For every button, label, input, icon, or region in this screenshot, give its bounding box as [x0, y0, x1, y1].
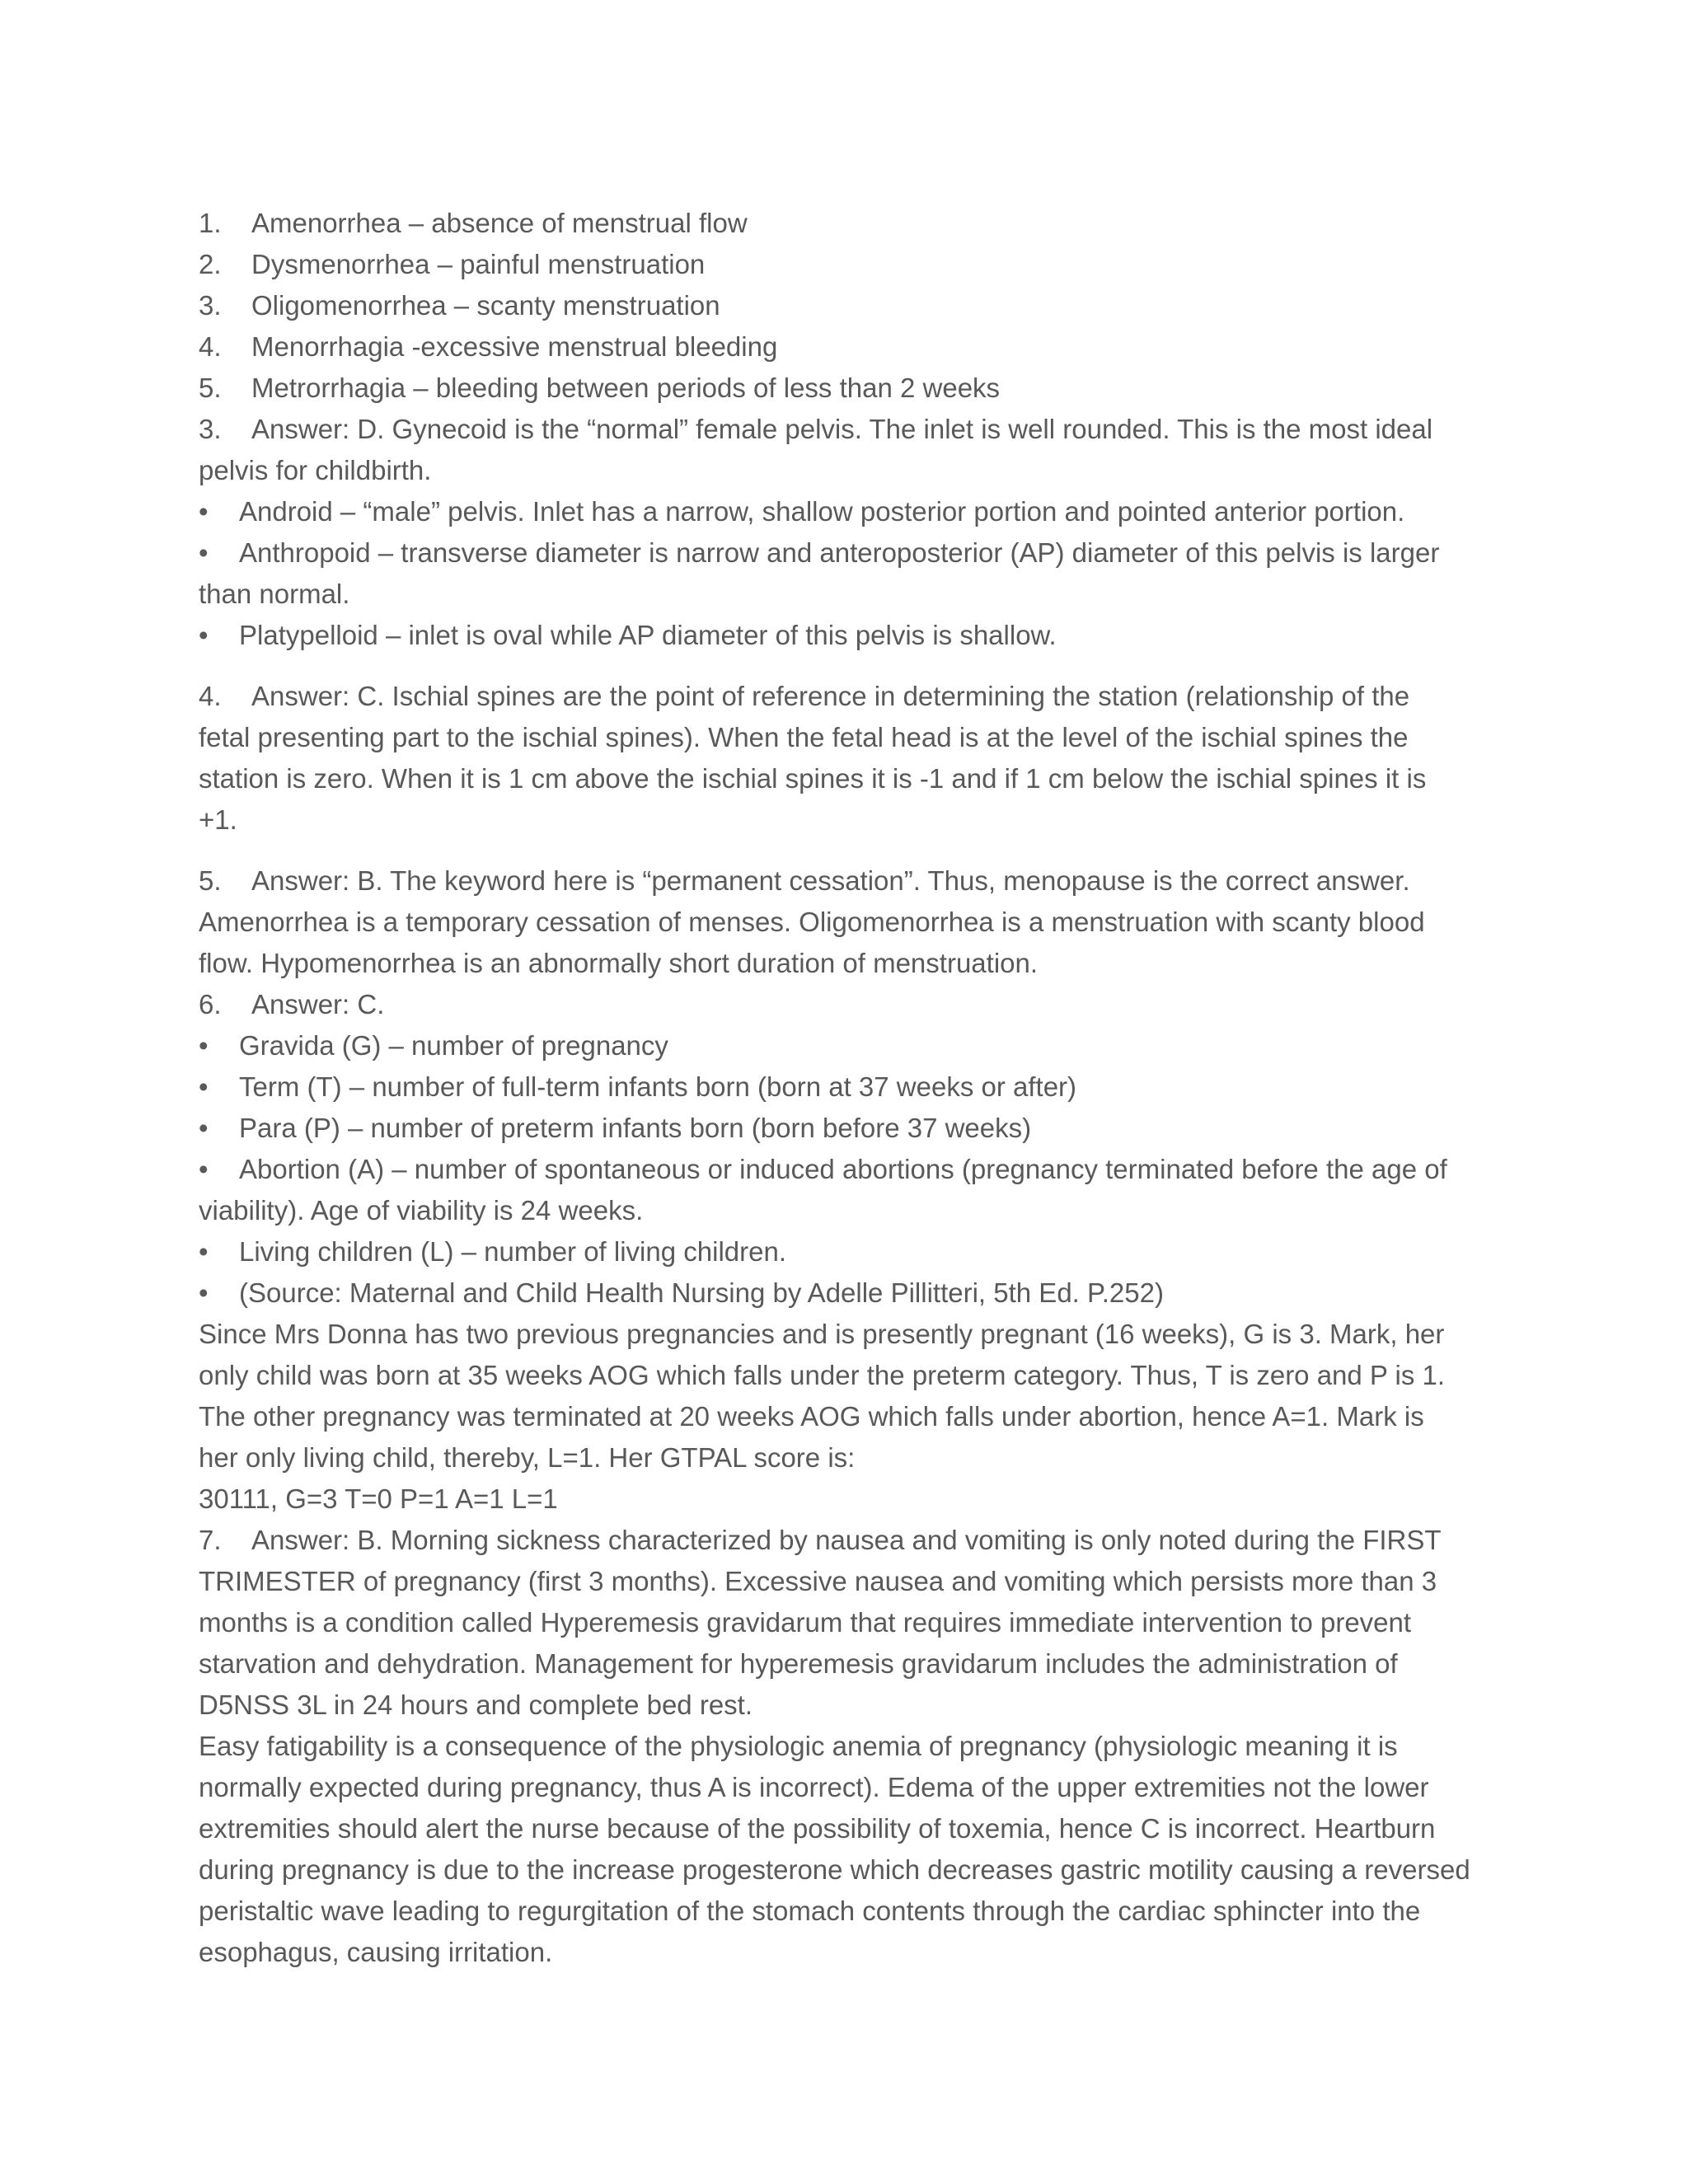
answer-7-section — [199, 1520, 1501, 1973]
definition-item — [199, 326, 1501, 368]
bullet: • — [199, 496, 209, 527]
answer-text-continued: TRIMESTER of pregnancy (first 3 months). Excessive nausea and vomiting which persists more than 3 — [199, 1566, 1437, 1596]
bullet: • — [199, 537, 209, 568]
explanation-text: normally expected during pregnancy, thus A is incorrect). Edema of the upper extremities not the lower — [199, 1772, 1429, 1802]
list-number: 7. — [199, 1525, 222, 1555]
definition-item — [199, 368, 1501, 409]
answer-5-heading — [199, 860, 1501, 902]
bullet-text: Para (P) – number of preterm infants born (born before 37 weeks) — [239, 1113, 1032, 1143]
definition-item — [199, 203, 1501, 244]
answer-text: Answer: B. Morning sickness characterized by nausea and vomiting is only noted during the FIRST — [251, 1525, 1442, 1555]
list-number: 6. — [199, 989, 222, 1019]
bullet-text: Android – “male” pelvis. Inlet has a narrow, shallow posterior portion and pointed anterior portion. — [239, 496, 1405, 527]
list-number: 3. — [199, 414, 222, 444]
answer-5-section — [199, 860, 1501, 984]
answer-text: Answer: D. Gynecoid is the “normal” female pelvis. The inlet is well rounded. This is the most ideal — [251, 414, 1433, 444]
explanation-text: The other pregnancy was terminated at 20 weeks AOG which falls under abortion, hence A=1. Mark is — [199, 1401, 1424, 1432]
answer-text: Answer: B. The keyword here is “permanent cessation”. Thus, menopause is the correct answer. — [251, 865, 1410, 896]
answer-6-section — [199, 984, 1501, 1520]
bullet: • — [199, 1071, 209, 1102]
gtpal-score: 30111, G=3 T=0 P=1 A=1 L=1 — [199, 1483, 558, 1514]
answer-text-continued: D5NSS 3L in 24 hours and complete bed rest. — [199, 1690, 753, 1720]
list-number: 3. — [199, 290, 222, 321]
bullet-item-anthropoid — [199, 532, 1501, 574]
source-citation: (Source: Maternal and Child Health Nursing by Adelle Pillitteri, 5th Ed. P.252) — [239, 1277, 1164, 1308]
answer-text-continued: +1. — [199, 804, 237, 835]
answer-3-section — [199, 409, 1501, 656]
definition-item — [199, 244, 1501, 285]
bullet: • — [199, 1030, 209, 1061]
definition-item — [199, 285, 1501, 326]
bullet: • — [199, 1113, 209, 1143]
answer-text-continued: fetal presenting part to the ischial spines). When the fetal head is at the level of the ischial spines the — [199, 722, 1409, 752]
explanation-text: peristaltic wave leading to regurgitation of the stomach contents through the cardiac sphincter into the — [199, 1896, 1421, 1926]
bullet-item-android — [199, 491, 1501, 532]
bullet: • — [199, 1154, 209, 1184]
bullet-item-abortion — [199, 1149, 1501, 1190]
explanation-text: Since Mrs Donna has two previous pregnancies and is presently pregnant (16 weeks), G is 3. Mark, her — [199, 1319, 1445, 1349]
bullet-text: Gravida (G) – number of pregnancy — [239, 1030, 668, 1061]
list-number: 1. — [199, 208, 222, 238]
explanation-text: Easy fatigability is a consequence of the physiologic anemia of pregnancy (physiologic meaning it is — [199, 1731, 1398, 1761]
answer-text-continued: Amenorrhea is a temporary cessation of menses. Oligomenorrhea is a menstruation with scanty blood — [199, 907, 1425, 937]
definition-text: Dysmenorrhea – painful menstruation — [251, 249, 706, 279]
list-number: 4. — [199, 681, 222, 711]
bullet-item-term — [199, 1066, 1501, 1108]
bullet: • — [199, 1277, 209, 1308]
answer-text-continued: station is zero. When it is 1 cm above the ischial spines it is -1 and if 1 cm below the ischial spines it is — [199, 763, 1427, 794]
bullet: • — [199, 620, 209, 650]
list-number: 4. — [199, 331, 222, 362]
bullet-item-gravida — [199, 1025, 1501, 1066]
bullet-text-continued: than normal. — [199, 579, 350, 609]
answer-7-heading — [199, 1520, 1501, 1561]
definition-text: Oligomenorrhea – scanty menstruation — [251, 290, 720, 321]
document-body — [199, 203, 1501, 1973]
bullet-text: Living children (L) – number of living children. — [239, 1236, 786, 1267]
answer-3-heading — [199, 409, 1501, 450]
bullet-text: Abortion (A) – number of spontaneous or induced abortions (pregnancy terminated before the age of — [239, 1154, 1447, 1184]
answer-text: Answer: C. — [251, 989, 385, 1019]
explanation-text: her only living child, thereby, L=1. Her GTPAL score is: — [199, 1442, 856, 1473]
definition-text: Menorrhagia -excessive menstrual bleeding — [251, 331, 778, 362]
answer-text-continued: pelvis for childbirth. — [199, 455, 432, 485]
bullet-text: Term (T) – number of full-term infants born (born at 37 weeks or after) — [239, 1071, 1077, 1102]
definition-text: Amenorrhea – absence of menstrual flow — [251, 208, 748, 238]
bullet-item-para — [199, 1108, 1501, 1149]
explanation-text: esophagus, causing irritation. — [199, 1937, 553, 1967]
answer-text-continued: flow. Hypomenorrhea is an abnormally short duration of menstruation. — [199, 948, 1039, 978]
list-number: 2. — [199, 249, 222, 279]
bullet-item-living — [199, 1231, 1501, 1272]
explanation-text: extremities should alert the nurse because of the possibility of toxemia, hence C is incorrect. Heartburn — [199, 1813, 1436, 1844]
answer-6-heading — [199, 984, 1501, 1025]
bullet-item-platypelloid — [199, 615, 1501, 656]
answer-text: Answer: C. Ischial spines are the point of reference in determining the station (relationship of the — [251, 681, 1410, 711]
explanation-text: only child was born at 35 weeks AOG which falls under the preterm category. Thus, T is zero and P is 1. — [199, 1360, 1446, 1390]
bullet-text: Anthropoid – transverse diameter is narrow and anteroposterior (AP) diameter of this pelvis is larger — [239, 537, 1440, 568]
bullet-text: Platypelloid – inlet is oval while AP diameter of this pelvis is shallow. — [239, 620, 1057, 650]
answer-4-heading — [199, 676, 1501, 717]
explanation-text: during pregnancy is due to the increase progesterone which decreases gastric motility causing a reversed — [199, 1854, 1470, 1885]
definition-text: Metrorrhagia – bleeding between periods of less than 2 weeks — [251, 373, 1001, 403]
list-number: 5. — [199, 373, 222, 403]
answer-text-continued: months is a condition called Hyperemesis gravidarum that requires immediate intervention to prevent — [199, 1607, 1412, 1638]
answer-text-continued: starvation and dehydration. Management for hyperemesis gravidarum includes the administration of — [199, 1648, 1398, 1679]
bullet-item-source — [199, 1272, 1501, 1314]
list-number: 5. — [199, 865, 222, 896]
answer-4-section — [199, 676, 1501, 841]
bullet-text-continued: viability). Age of viability is 24 weeks. — [199, 1195, 644, 1226]
bullet: • — [199, 1236, 209, 1267]
